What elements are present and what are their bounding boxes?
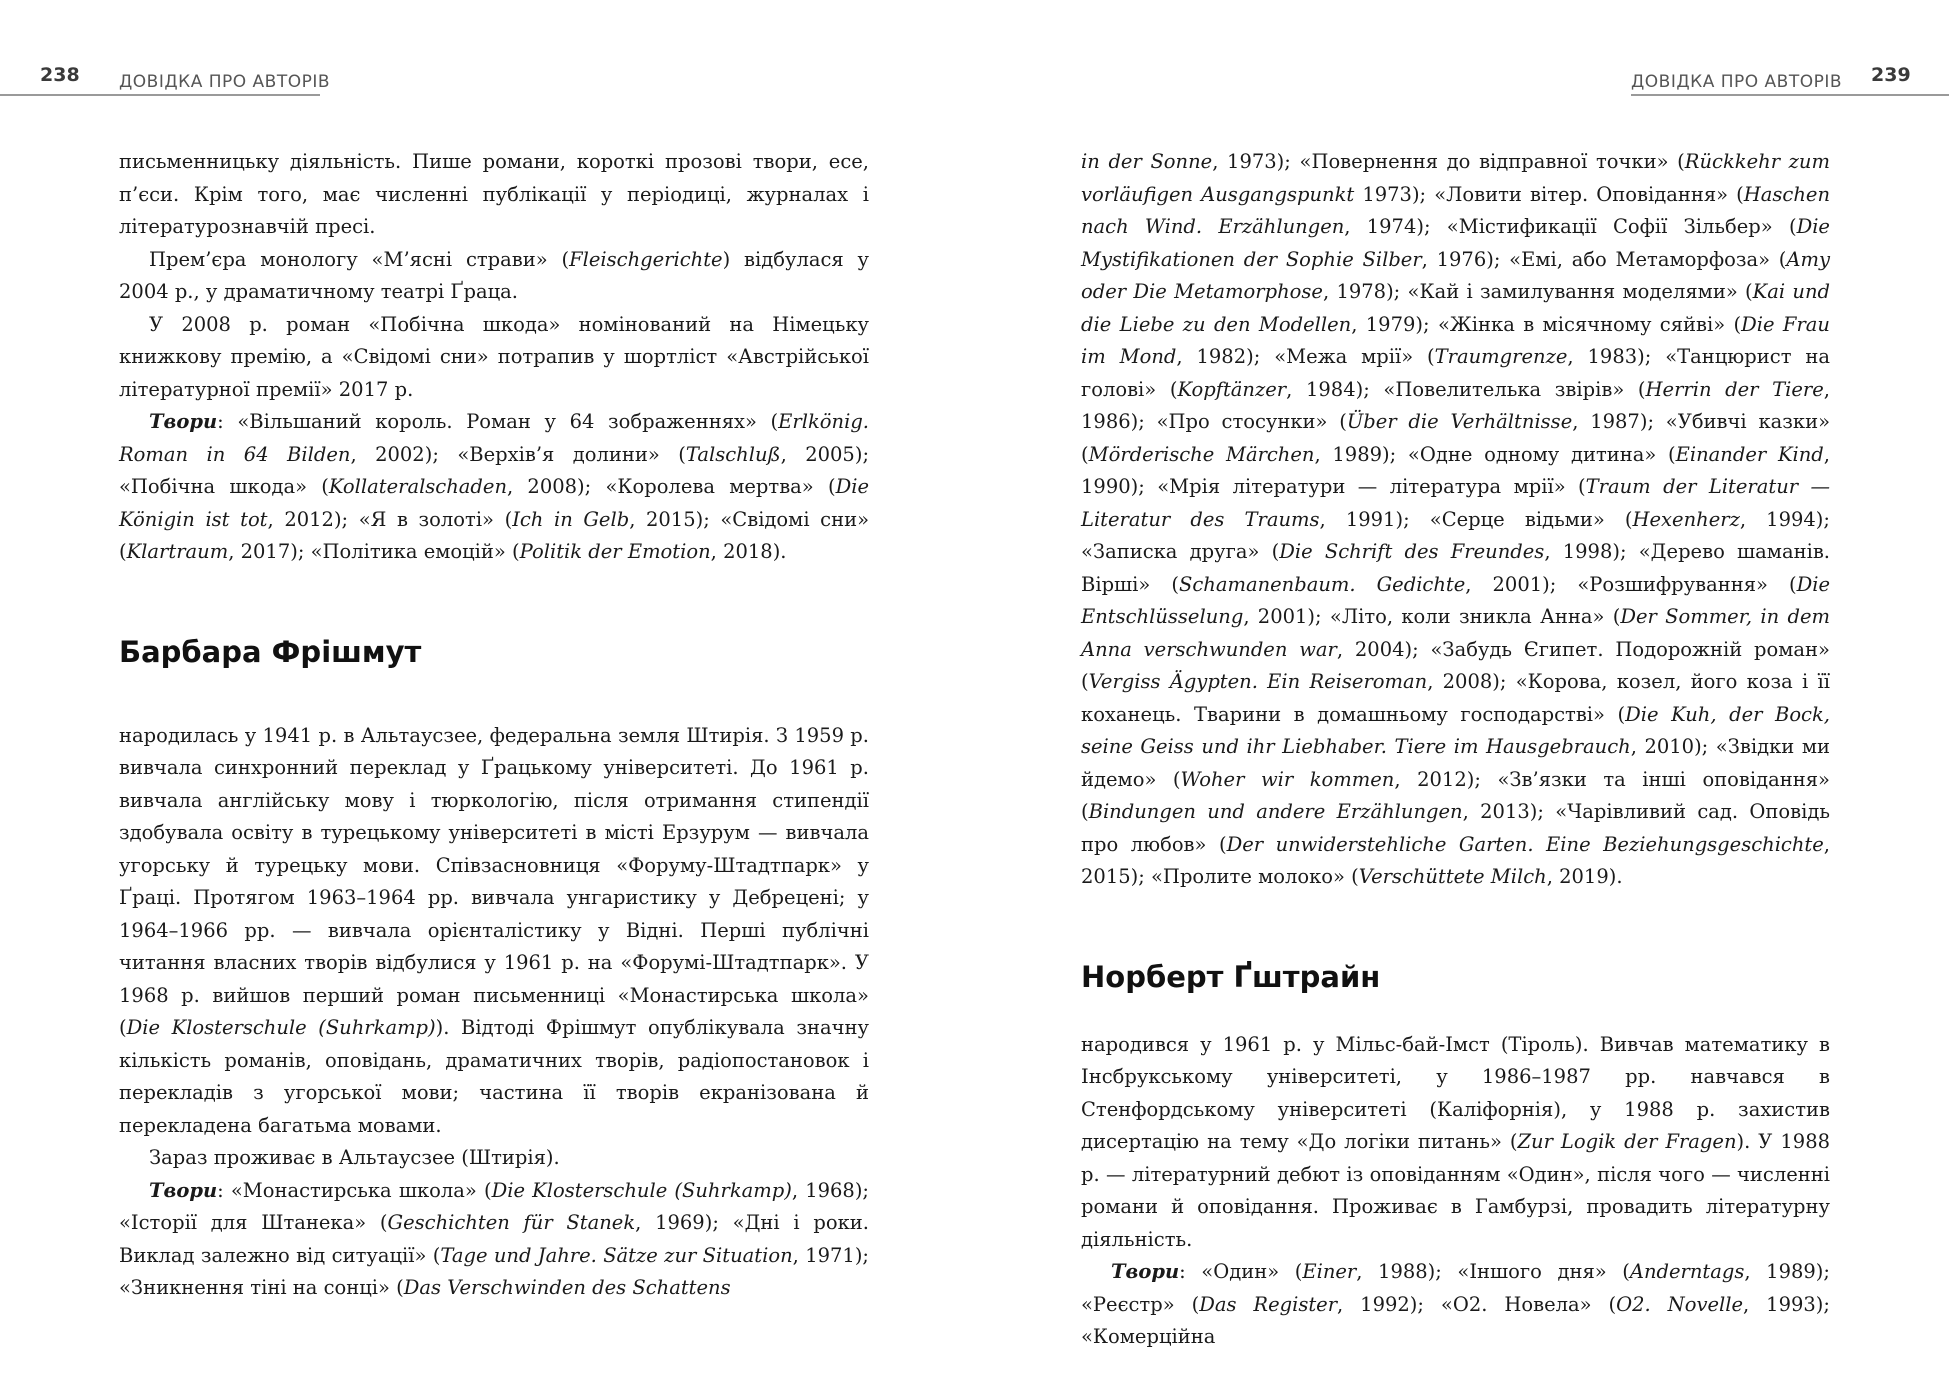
page-number-left: 238 (40, 64, 80, 86)
page-number-right: 239 (1871, 64, 1911, 86)
paragraph: письменницьку діяльність. Пише романи, короткі прозові твори, есе, п’єси. Крім того, має численні публікації у періодиці, журналах і літературознавчій пресі. (119, 150, 869, 238)
paragraph: Прем’єра монологу «М’ясні страви» (Fleischgerichte) відбулася у 2004 р., у драматичному театрі Ґраца. (119, 247, 869, 303)
works-list: Твори: «Монастирська школа» (Die Klosterschule (Suhrkamp), 1968); «Історії для Штанека» (Geschichten für Stanek, 1969); «Дні і роки. Виклад залежно від ситуації» (Tage und Jahre. Sätze zur Situation, 1971); «Зникнення тіні на сонці» (Das Verschwinden des Schattens (119, 1178, 870, 1299)
works-list: Твори: «Вільшаний король. Роман у 64 зображеннях» (Erlkönig. Roman in 64 Bilden, 2002); «Верхів’я долини» (Talschluß, 2005); «Побічна шкода» (Kollateralschaden, 2008); «Королева мертва» (Die Königin ist tot, 2012); «Я в золоті» (Ich in Gelb, 2015); «Свідомі сни» (Klartraum, 2017); «Політика емоцій» (Politik der Emotion, 2018). (119, 410, 870, 563)
right-text-column (1081, 146, 1830, 1354)
running-title-left: ДОВІДКА ПРО АВТОРІВ (119, 72, 331, 92)
author-bio: народилась у 1941 р. в Альтаусзее, федеральна земля Штирія. З 1959 р. вивчала синхронний переклад у Ґрацькому університеті. До 1961 р. вивчала англійську мову і тюркологію, після отримання стипендії здобувала освіту в турецькому університеті в місті Ерзурум — вивчала угорську й турецьку мови. Співзасновниця «Форуму-Штадтпарк» у Ґраці. Протягом 1963–1964 рр. вивчала унгаристику у Дебрецені; у 1964–1966 рр. — вивчала орієнталістику у Відні. Перші публічні читання власних творів відбулися у 1961 р. на «Форумі-Штадтпарк». У 1968 р. вийшов перший роман письменниці «Монастирська школа» (Die Klosterschule (Suhrkamp)). Відтоді Фрішмут опублікувала значну кількість романів, оповідань, драматичних творів, радіопостановок і перекладів з угорської мови; частина її творів екранізована й перекладена багатьма мовами. (119, 723, 869, 1137)
works-list: Твори: «Один» (Einer, 1988); «Іншого дня» (Anderntags, 1989); «Реєстр» (Das Register, 1992); «О2. Новела» (O2. Novelle, 1993); «Комерційна (1081, 1260, 1830, 1348)
running-title-right: ДОВІДКА ПРО АВТОРІВ (1631, 72, 1843, 92)
author-bio: народився у 1961 р. у Мільс-бай-Імст (Тіроль). Вивчав математику в Інсбрукському університеті, у 1986–1987 рр. навчався в Стенфордському університеті (Каліфорнія), у 1988 р. захистив дисертацію на тему «До логіки питань» (Zur Logik der Fragen). У 1988 р. — літературний дебют із оповіданням «Один», після чого — численні романи й оповідання. Проживає в Гамбурзі, провадить літературну діяльність. (1081, 1032, 1831, 1251)
author-heading: Норберт Ґштрайн (1081, 959, 1381, 994)
header-rule-right (1631, 94, 1949, 96)
paragraph: У 2008 р. роман «Побічна шкода» номінований на Німецьку книжкову премію, а «Свідомі сни» потрапив у шортліст «Австрійської літературної премії» 2017 р. (119, 312, 869, 401)
works-list-continued: in der Sonne, 1973); «Повернення до відправної точки» (Rückkehr zum vorläufigen Ausgangspunkt 1973); «Ловити вітер. Оповідання» (Haschen nach Wind. Erzählungen, 1974); «Містификації Софії Зільбер» (Die Mystifikationen der Sophie Silber, 1976); «Емі, або Метаморфоза» (Amy oder Die Metamorphose, 1978); «Кай і замилування моделями» (Kai und die Liebe zu den Modellen, 1979); «Жінка в місячному сяйві» (Die Frau im Mond, 1982); «Межа мрії» (Traumgrenze, 1983); «Танцюрист на голові» (Kopftänzer, 1984); «Повелителька звірів» (Herrin der Tiere, 1986); «Про стосунки» (Über die Verhältnisse, 1987); «Убивчі казки» (Mörderische Märchen, 1989); «Одне одному дитина» (Einander Kind, 1990); «Мрія літератури — література мрії» (Traum der Literatur — Literatur des Traums, 1991); «Серце відьми» (Hexenherz, 1994); «Записка друга» (Die Schrift des Freundes, 1998); «Дерево шаманів. Вірші» (Schamanenbaum. Gedichte, 2001); «Розшифрування» (Die Entschlüsselung, 2001); «Літо, коли зникла Анна» (Der Sommer, in dem Anna verschwunden war, 2004); «Забудь Єгипет. Подорожній роман» (Vergiss Ägypten. Ein Reiseroman, 2008); «Корова, козел, його коза і її коханець. Тварини в домашньому господарстві» (Die Kuh, der Bock, seine Geiss und ihr Liebhaber. Tiere im Hausgebrauch, 2010); «Звідки ми йдемо» (Woher wir kommen, 2012); «Зв’язки та інші оповідання» (Bindungen und andere Erzählungen, 2013); «Чарівливий сад. Оповідь про любов» (Der unwiderstehliche Garten. Eine Beziehungsgeschichte, 2015); «Пролите молоко» (Verschüttete Milch, 2019). (1081, 150, 1831, 888)
author-heading: Барбара Фрішмут (119, 634, 422, 669)
paragraph: Зараз проживає в Альтаусзее (Штирія). (149, 1146, 560, 1169)
left-text-column (119, 146, 869, 1305)
header-rule-left (0, 94, 320, 96)
